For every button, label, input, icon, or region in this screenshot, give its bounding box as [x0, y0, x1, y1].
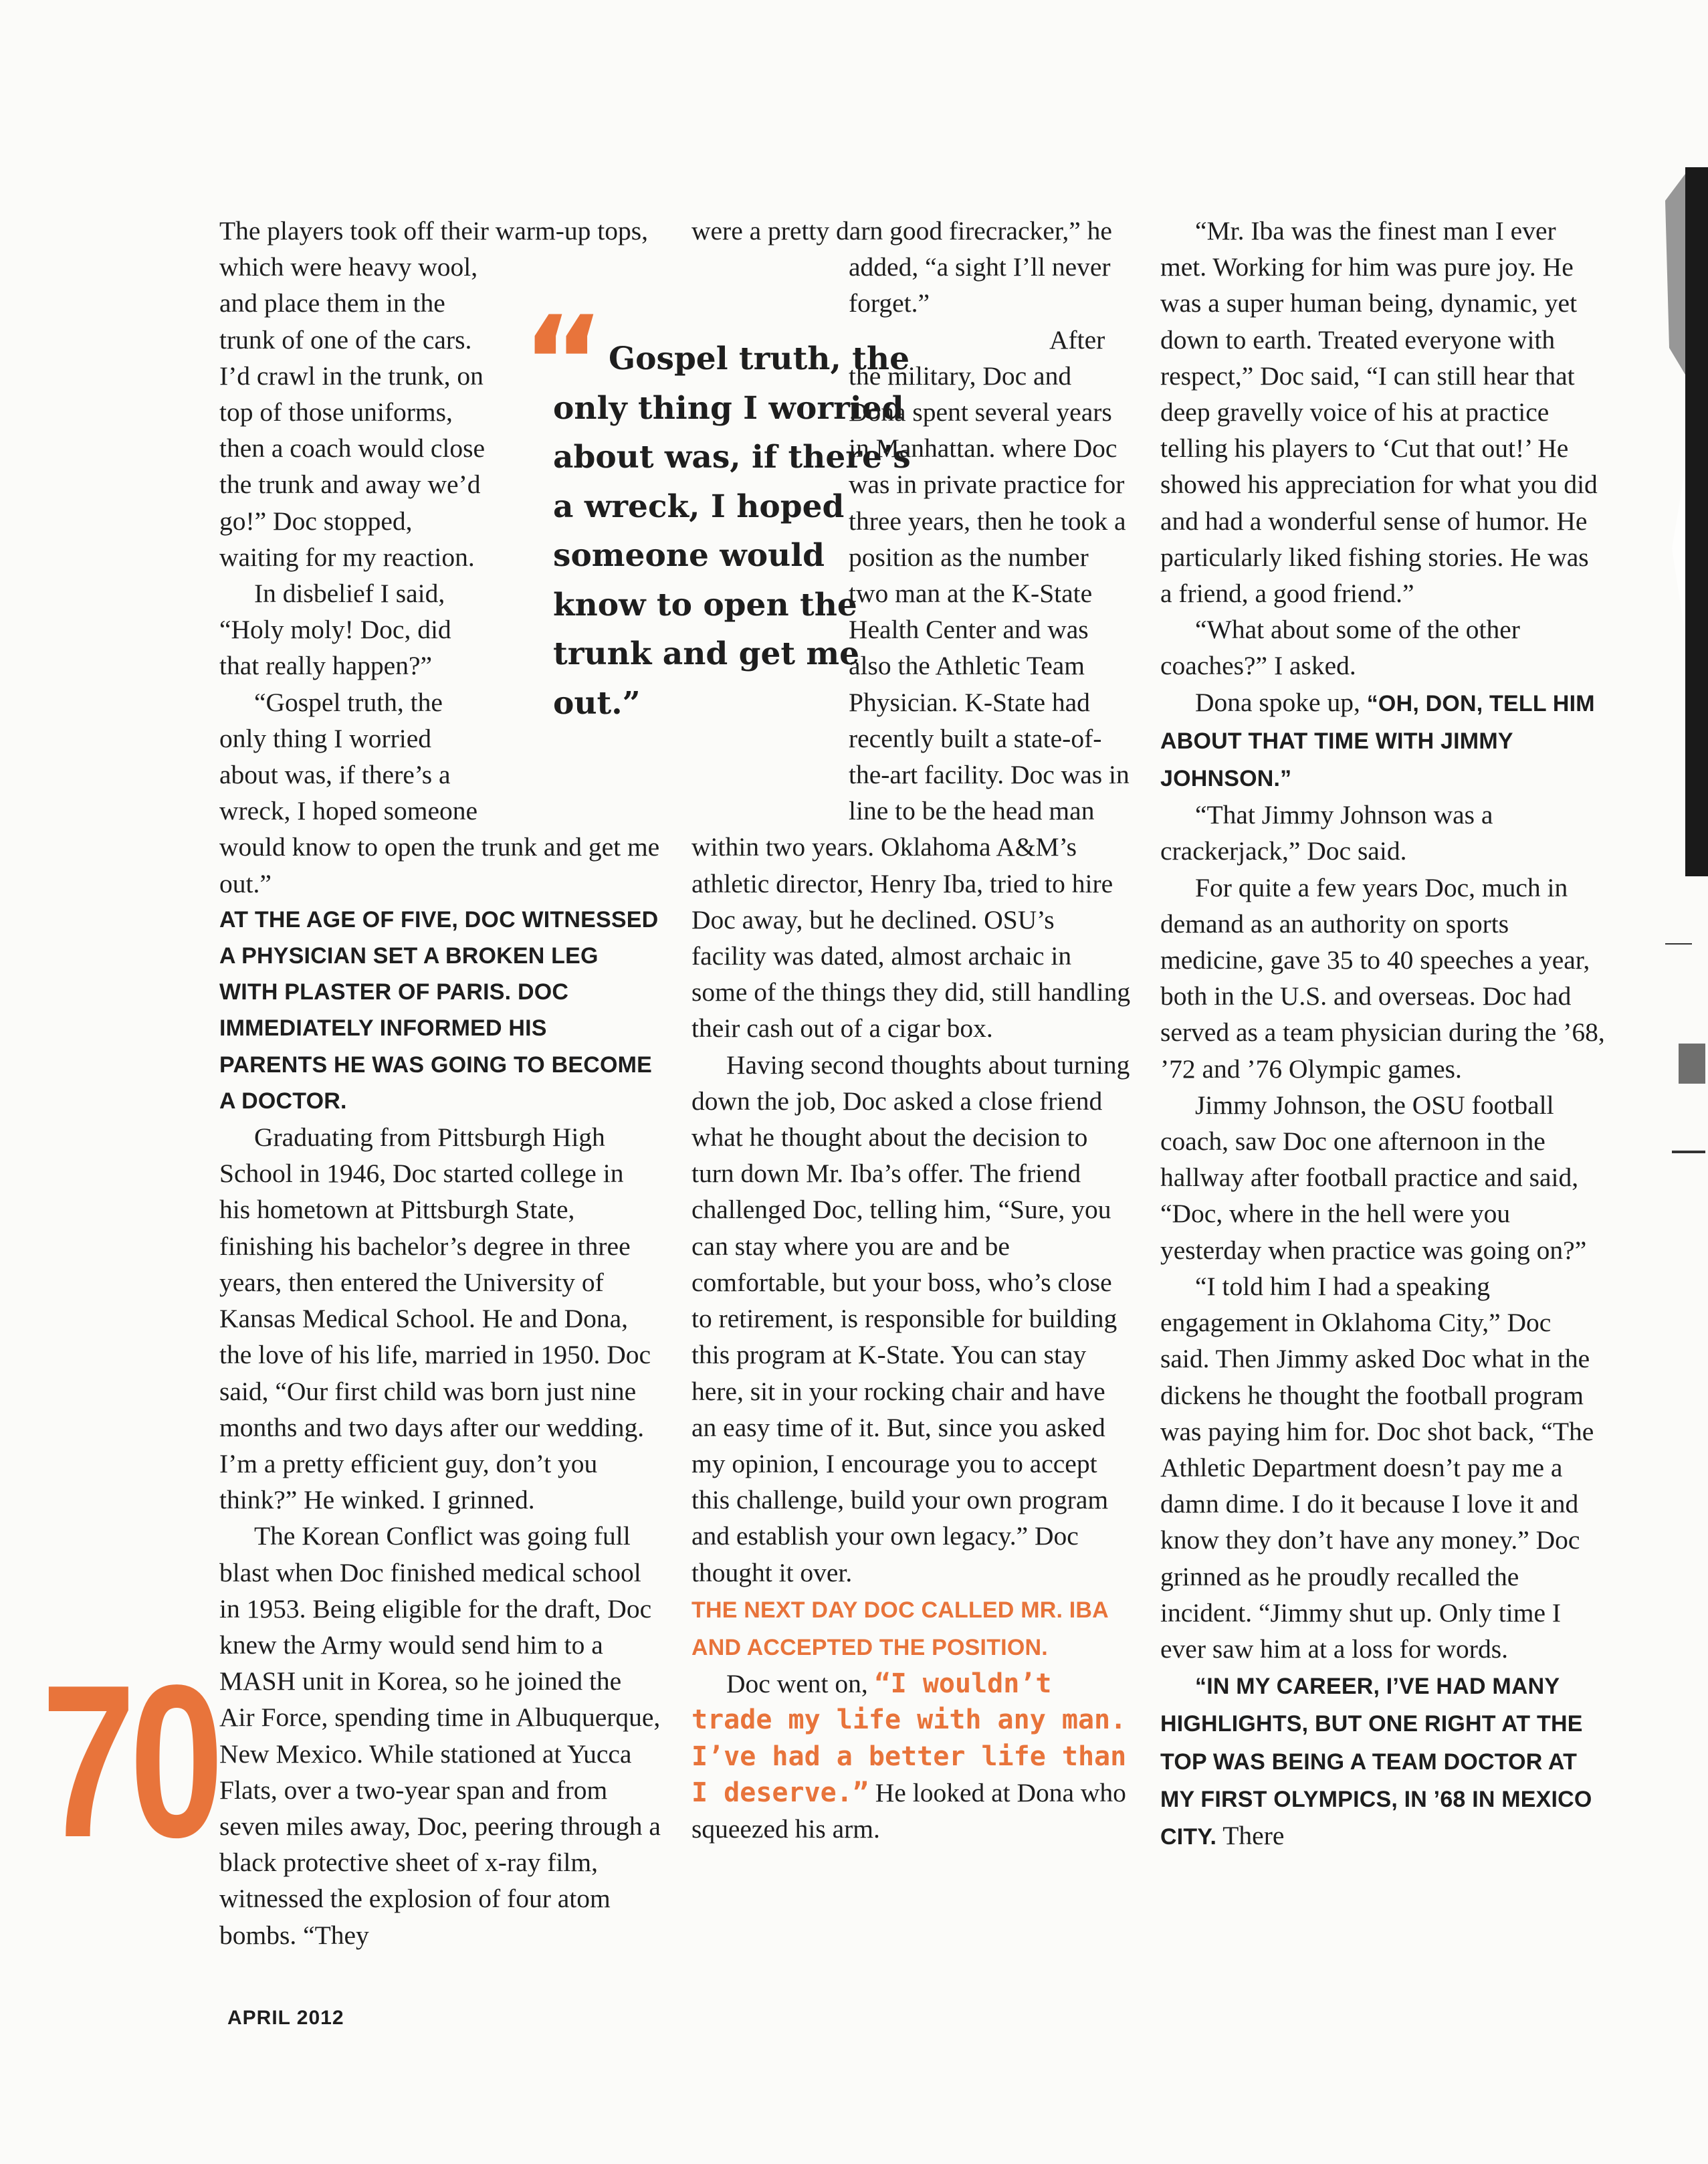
text: There: [1222, 1820, 1285, 1850]
quote-mark-icon: “: [522, 289, 605, 437]
edge-rule: [1672, 1151, 1705, 1153]
text: Doc went on,: [726, 1669, 868, 1699]
paragraph: “Mr. Iba was the finest man I ever met. Working for him was pure joy. He was a super human being, dynamic, yet down to earth. Treated everyone with respect,” Doc said, “I can still hear that deep gravelly voice of his at practice telling his players to ‘Cut that out!’ He showed his appreciation for what you did and had a wonderful sense of humor. He particularly liked fishing stories. He was a friend, a good friend.”: [1160, 216, 1598, 609]
paragraph: The Korean Conflict was going full blast when Doc finished medical school in 1953. Being eligible for the draft, Doc knew the Army would send him to a MASH unit in Korea, so he joined the Air Force, spending time in Albuquerque, New Mexico. While stationed at Yucca Flats, over a two-year span and from seven miles away, Doc, peering through a black protective sheet of x-ray film, witnessed the explosion of four atom bombs. “They: [219, 1521, 661, 1950]
folio-date: APRIL 2012: [227, 2007, 344, 2029]
article-column-3: [1160, 213, 1605, 1855]
paragraph: “What about some of the other coaches?” I asked.: [1160, 615, 1520, 681]
edge-rule: [1665, 943, 1692, 945]
page-number: 70: [41, 1640, 218, 1882]
paragraph: In disbelief I said, “Holy moly! Doc, did that really happen?”: [219, 579, 451, 681]
highlight-callout: AT THE AGE OF FIVE, DOC WITNESSED A PHYSICIAN SET A BROKEN LEG WITH PLASTER OF PARIS. DOC IMMEDIATELY INFORMED HIS PARENTS HE WAS GOING TO BECOME A DOCTOR.: [219, 906, 659, 1114]
pull-quote-text: Gospel truth, the only thing I worried about was, if there’s a wreck, I hoped someone would know to open the trunk and get me out.”: [553, 340, 911, 722]
text: Dona spoke up,: [1195, 687, 1360, 717]
edge-photo-fragment: [1679, 1044, 1705, 1084]
paragraph: [1160, 684, 1605, 797]
paragraph: The players took off their warm-up tops, which were heavy wool, and place them in the trunk of one of the cars. I’d crawl in the trunk, on top of those uniforms, then a coach would close the trunk and away we’d go!” Doc stopped, waiting for my reaction.: [219, 216, 648, 572]
paragraph: “I told him I had a speaking engagement in Oklahoma City,” Doc said. Then Jimmy asked Doc what in the dickens he thought the football program was paying him for. Doc shot back, “The Athletic Department doesn’t pay me a damn dime. I do it because I love it and know they don’t have any money.” Doc grinned as he proudly recalled the incident. “Jimmy shut up. Only time I ever saw him at a loss for words.: [1160, 1271, 1594, 1664]
paragraph: For quite a few years Doc, much in demand as an authority on sports medicine, gave 35 to 40 speeches a year, both in the U.S. and overseas. Doc had served as a team physician during the ’68, ’72 and ’76 Olympic games.: [1160, 872, 1605, 1084]
paragraph: Having second thoughts about turning down the job, Doc asked a close friend what he thought about the decision to turn down Mr. Iba’s offer. The friend challenged Doc, telling him, “Sure, you can stay where you are and be comfortable, but your boss, who’s close to retirement, is responsible for building this program at K-State. You can stay here, sit in your rocking chair and have an easy time of it. But, since you asked my opinion, I encourage you to accept this challenge, build your own program and establish your own legacy.” Doc thought it over.: [691, 1050, 1130, 1587]
highlight-callout: THE NEXT DAY DOC CALLED MR. IBA AND ACCEPTED THE POSITION.: [691, 1597, 1108, 1660]
highlight-callout: “IN MY CAREER, I’VE HAD MANY HIGHLIGHTS, BUT ONE RIGHT AT THE TOP WAS BEING A TEAM DOCTOR AT MY FIRST OLYMPICS, IN ’68 IN MEXICO CITY.: [1160, 1674, 1592, 1850]
edge-photo-strip: [1685, 167, 1708, 876]
paragraph: Jimmy Johnson, the OSU football coach, saw Doc one afternoon in the hallway after football practice and said, “Doc, where in the hell were you yesterday when practice was going on?”: [1160, 1090, 1587, 1265]
paragraph: Graduating from Pittsburgh High School in 1946, Doc started college in his hometown at Pittsburgh State, finishing his bachelor’s degree in three years, then entered the University of Kansas Medical School. He and Dona, the love of his life, married in 1950. Doc said, “Our first child was born just nine months and two days after our wedding. I’m a pretty efficient guy, don’t you think?” He winked. I grinned.: [219, 1122, 651, 1515]
edge-photo-bleed: [1665, 0, 1708, 2164]
quote-highlight: “I wouldn’t trade my life with any man. I’ve had a better life than I deserve.”: [691, 1668, 1127, 1808]
text: He looked at Dona who squeezed his arm.: [691, 1777, 1126, 1844]
paragraph: [1160, 1667, 1605, 1855]
edge-photo-shade: [1665, 174, 1685, 375]
paragraph: [691, 1666, 1133, 1847]
paragraph-with-highlight: [691, 1591, 1133, 1666]
highlight-callout: “OH, DON, TELL HIM ABOUT THAT TIME WITH JIMMY JOHNSON.”: [1160, 690, 1595, 792]
edge-photo-highlight: [1672, 468, 1685, 635]
paragraph: were a pretty darn good firecracker,” he added, “a sight I’ll never forget.”: [691, 216, 1112, 318]
paragraph: “Gospel truth, the only thing I worried about was, if there’s a wreck, I hoped someone would know to open the trunk and get me out.”: [219, 687, 660, 898]
paragraph: “That Jimmy Johnson was a crackerjack,” Doc said.: [1160, 800, 1493, 866]
paragraph: After the military, Doc and Dona spent several years in Manhattan. where Doc was in private practice for three years, then he took a position as the number two man at the K-State Health Center and was also the Athletic Team Physician. K-State had recently built a state-of-the-art facility. Doc was in line to be the head man within two years. Oklahoma A&M’s athletic director, Henry Iba, tried to hire Doc away, but he declined. OSU’s facility was dated, almost archaic in some of the things they did, still handling their cash out of a cigar box.: [691, 324, 1131, 1044]
